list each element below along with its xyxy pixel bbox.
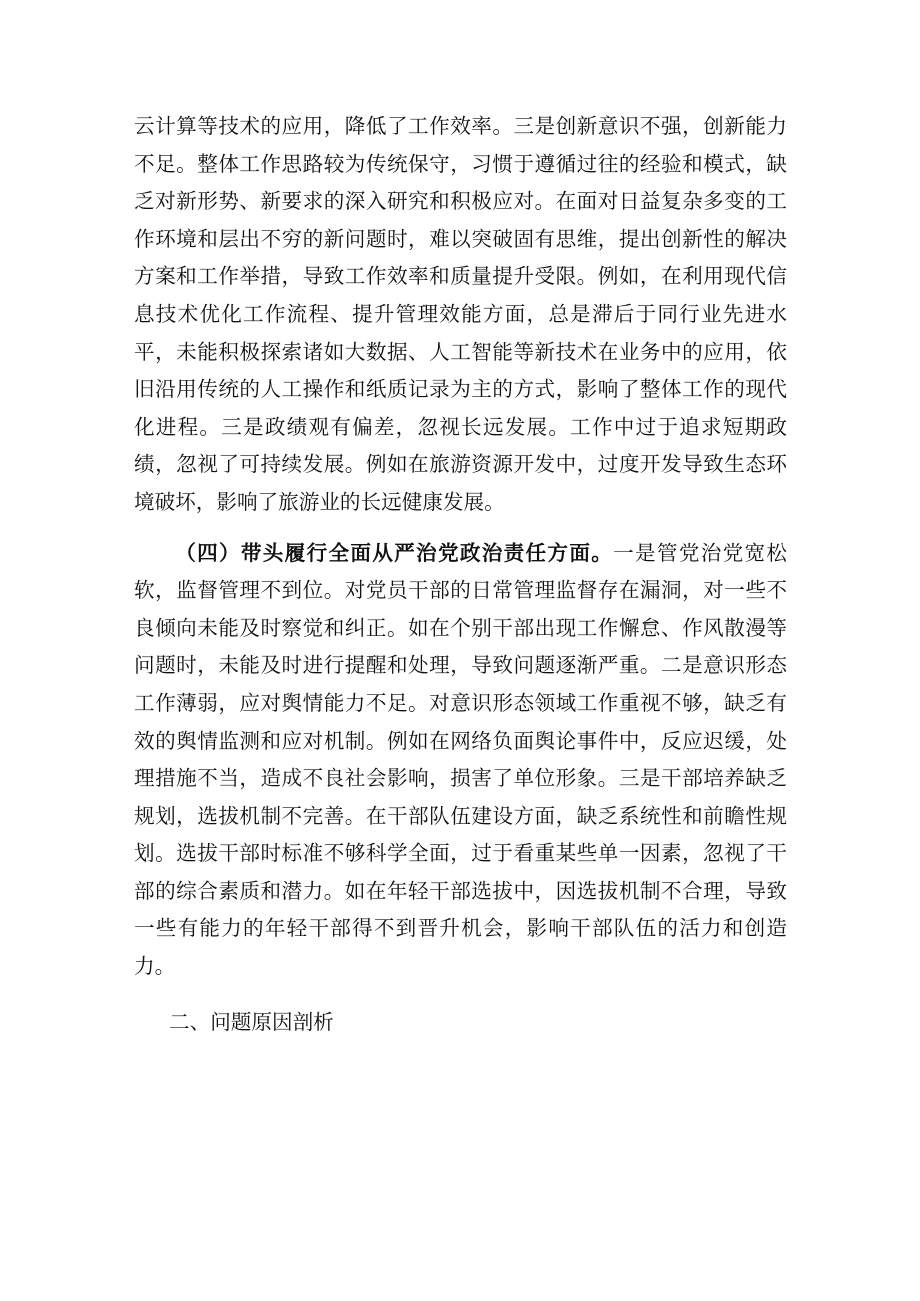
paragraph-body: 一是管党治党宽松软，监督管理不到位。对党员干部的日常管理监督存在漏洞，对一些不良倾向未能及时察觉和纠正。如在个别干部出现工作懈怠、作风散漫等问题时，未能及时进行提醒和处理，导致问题逐渐严重。二是意识形态工作薄弱，应对舆情能力不足。对意识形态领域工作重视不够，缺乏有效的舆情监测和应对机制。例如在网络负面舆论事件中，反应迟缓，处理措施不当，造成不良社会影响，损害了单位形象。三是干部培养缺乏规划，选拔机制不完善。在干部队伍建设方面，缺乏系统性和前瞻性规划。选拔干部时标准不够科学全面，过于看重某些单一因素，忽视了干部的综合素质和潜力。如在年轻干部选拔中，因选拔机制不合理，导致一些有能力的年轻干部得不到晋升机会，影响干部队伍的活力和创造力。 [134,540,788,979]
paragraph-continuation: 云计算等技术的应用，降低了工作效率。三是创新意识不强，创新能力不足。整体工作思路较为传统保守，习惯于遵循过往的经验和模式，缺乏对新形势、新要求的深入研究和积极应对。在面对日益复杂多变的工作环境和层出不穷的新问题时，难以突破固有思维，提出创新性的解决方案和工作举措，导致工作效率和质量提升受限。例如，在利用现代信息技术优化工作流程、提升管理效能方面，总是滞后于同行业先进水平，未能积极探索诸如大数据、人工智能等新技术在业务中的应用，依旧沿用传统的人工操作和纸质记录为主的方式，影响了整体工作的现代化进程。三是政绩观有偏差，忽视长远发展。工作中过于追求短期政绩，忽视了可持续发展。例如在旅游资源开发中，过度开发导致生态环境破坏，影响了旅游业的长远健康发展。 [134,114,787,514]
section-heading: 二、问题原因剖析 [169,1009,334,1034]
paragraph-heading: （四）带头履行全面从严治党政治责任方面。 [175,540,614,565]
paragraph-section-four [134,535,787,986]
